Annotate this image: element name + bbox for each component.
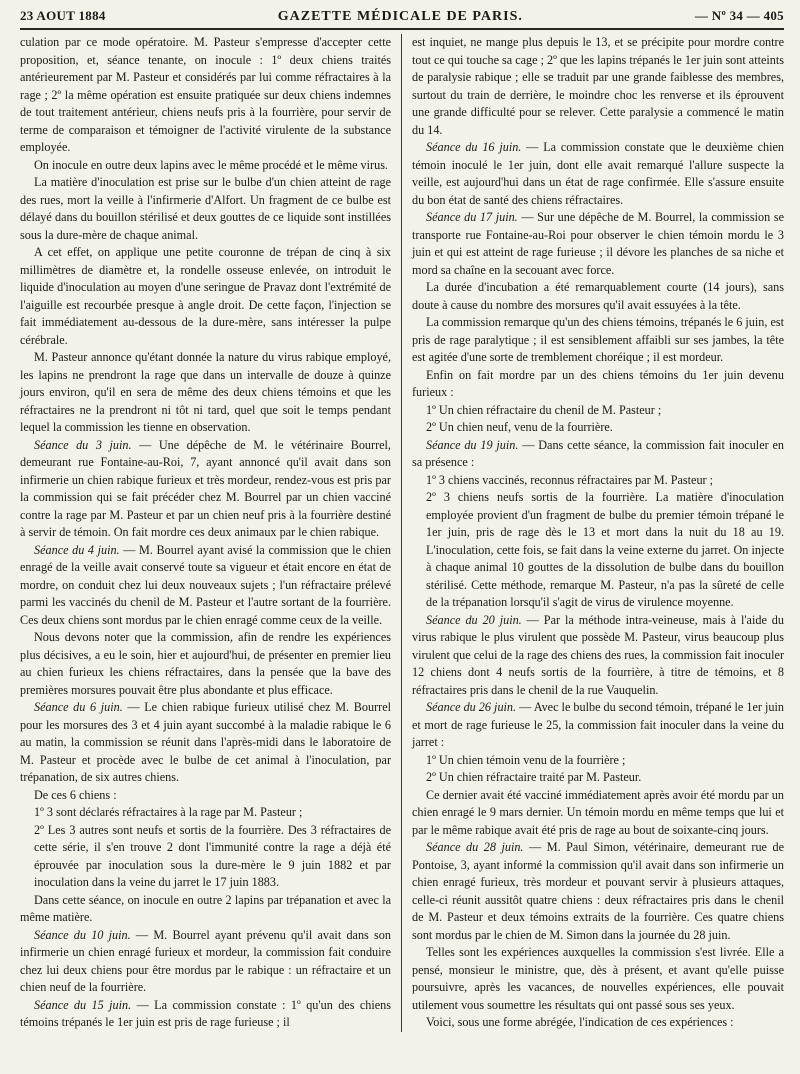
seance-text: — M. Bourrel ayant avisé la commission que le chien enragé de la veille avait conservé toute sa vigueur et était encore en état de mordre, on conduit chez lui deux nouveaux sujets ; l'un réfractaire prélevé parmi les vaccinés du chenil de M. Pasteur et l'autre sortant de la fourrière. Ces deux chiens sont mordus par le chien enragé comme ceux de la veille. (20, 542, 391, 627)
left-column (20, 34, 402, 1032)
paragraph: Voici, sous une forme abrégée, l'indication de ces expériences : (426, 1015, 734, 1029)
paragraph: A cet effet, on applique une petite couronne de trépan de cinq à six millimètres de diamètre et, la rondelle osseuse enlevée, on introduit le liquide d'inoculation au moyen d'une seringue de Pravaz dont l'extrémité de l'aiguille est recourbée presque à angle droit. De cette façon, l'injection se fait immédiatement au-dessous de la dure-mère, sans intéresser la pulpe cérébrale. (20, 245, 391, 347)
page-header (20, 8, 784, 30)
seance-text: — La commission constate : 1º qu'un des chiens témoins trépanés le 1er juin est pris de rage furieuse ; il (20, 997, 391, 1029)
seance-date: Séance du 26 juin. (426, 700, 517, 714)
paragraph: Nous devons noter que la commission, afin de rendre les expériences plus décisives, a eu le soin, hier et aujourd'hui, de présenter en premier lieu au chien furieux les chiens réfractaires, dans la pensée que la bave des premières morsures pouvait être plus abondante et plus efficace. (20, 630, 391, 697)
list-item: 1º Un chien réfractaire du chenil de M. Pasteur ; (426, 402, 662, 417)
seance-entry (20, 699, 391, 787)
issue-page-number: — Nº 34 — 405 (694, 8, 784, 23)
paragraph: On inocule en outre deux lapins avec le même procédé et le même virus. (34, 157, 388, 172)
paragraph: Telles sont les expériences auxquelles la commission s'est livrée. Elle a pensé, monsieur le ministre, que, dès à présent, et avant qu'elle puisse poursuivre, après les vacances, de nouvelles expériences, elle pouvait utilement vous soumettre les résultats qui ont passé sous ses yeux. (412, 945, 784, 1012)
seance-text: — Le chien rabique furieux utilisé chez M. Bourrel pour les morsures des 3 et 4 juin ayant succombé à la maladie rabique le 6 au matin, la commission se réunit dans l'après-midi dans le laboratoire de M. Pasteur et procède avec le bulbe de cet animal à l'inoculation, par trépanation, de six autres chiens. (20, 700, 391, 784)
paragraph-continued: culation par ce mode opératoire. M. Pasteur s'empresse d'accepter cette proposition, et, séance tenante, on inocule : 1º deux chiens traités antérieurement par M. Pasteur et considérés par lui comme réfractaires à la rage ; 2º la même opération est ensuite pratiquée sur deux chiens indemnes de tout traitement antérieur, chiens neufs pris à la fourrière, pour servir de terme de comparaison et témoigner de l'activité virulente de la substance employée. (20, 35, 391, 154)
list-item: 2º 3 chiens neufs sortis de la fourrière. La matière d'inoculation employée provient d'un fragment de bulbe du premier témoin trépané le 1er juin, pris de rage dès le 13 et mort dans la nuit du 18 au 19. L'inoculation, cette fois, se fait dans la veine externe du jarret. On injecte à chaque animal 10 gouttes de la dissolution de bulbe dans du bouillon stérilisé. Cette méthode, remarque M. Pasteur, n'a pas la sûreté de celle de la trépanation lorsqu'il s'agit de virus de virulence moyenne. (426, 490, 784, 609)
seance-date: Séance du 20 juin. (426, 612, 522, 627)
seance-date: Séance du 17 juin. (426, 210, 518, 224)
list-item: 1º Un chien témoin venu de la fourrière ; (426, 752, 626, 767)
seance-date: Séance du 6 juin. (34, 700, 123, 714)
seance-entry (20, 437, 391, 542)
list-item: 1º 3 chiens vaccinés, reconnus réfractaires par M. Pasteur ; (426, 472, 714, 487)
journal-title: GAZETTE MÉDICALE DE PARIS. (277, 9, 523, 24)
seance-text: — Sur une dépêche de M. Bourrel, la commission se transporte rue Fontaine-au-Roi pour observer le chien témoin mordu le 3 juin et qui est atteint de rage furieuse ; il dévore les planches de sa niche et mord sa chaîne en la secouant avec force. (412, 210, 784, 277)
seance-text: — Avec le bulbe du second témoin, trépané le 1er juin et mort de rage furieuse le 25, la commission fait inoculer dans la veine du jarret : (412, 700, 784, 749)
seance-entry (412, 699, 784, 752)
seance-entry (20, 542, 391, 630)
seance-date: Séance du 28 juin. (426, 840, 524, 854)
seance-text: — Une dépêche de M. le vétérinaire Bourrel, demeurant rue Fontaine-au-Roi, 7, ayant annoncé qu'il avait dans son infirmerie un chien rabique furieux et très mordeur, rendez-vous est pris par la commission qui se fait précéder chez M. Bourrel par un chien vacciné contre la rage par M. Pasteur et par un chien neuf pris à la fourrière destiné à servir de témoin. On fait mordre ces deux animaux par le chien rabique. (20, 437, 391, 539)
paragraph: La matière d'inoculation est prise sur le bulbe d'un chien atteint de rage des rues, mort la veille à l'infirmerie d'Alfort. Un fragment de ce bulbe est délayé dans du bouillon stérilisé et deux gouttes de ce liquide sont instillées sous la dure-mère de chaque animal. (20, 175, 391, 242)
seance-date: Séance du 10 juin. (34, 927, 131, 942)
seance-text: — Dans cette séance, la commission fait inoculer en sa présence : (412, 437, 784, 469)
seance-entry (412, 839, 784, 944)
seance-entry (20, 927, 391, 997)
paragraph: Enfin on fait mordre par un des chiens témoins du 1er juin devenu furieux : (412, 367, 784, 399)
paragraph-continued: est inquiet, ne mange plus depuis le 13, et se précipite pour mordre contre tout ce qui touche sa cage ; 2º que les lapins trépanés le 1er juin sont atteints de paralysie rabique ; elle se traduit par une grande faiblesse des membres, surtout du train de derrière, le moindre choc les renverse et ils éprouvent une grande difficulté pour se relever. Cette paralysie a commencé le matin du 14. (412, 35, 785, 137)
seance-text: — La commission constate que le deuxième chien témoin inoculé le 1er juin, dont elle avait remarqué l'allure suspecte la veille, est aujourd'hui dans un état de rage confirmée. Elle s'assure ensuite du bon état de santé des chiens réfractaires. (412, 140, 784, 207)
paragraph: La durée d'incubation a été remarquablement courte (14 jours), sans doute à cause du nombre des morsures qu'il avait essuyées à la tête. (412, 280, 784, 312)
seance-date: Séance du 16 juin. (426, 140, 522, 154)
seance-date: Séance du 19 juin. (426, 437, 519, 452)
paragraph: De ces 6 chiens : (34, 787, 117, 802)
seance-text: — Par la méthode intra-veineuse, mais à l'aide du virus rabique le plus virulent que possède M. Pasteur, virus beaucoup plus virulent que celui de la rage des chiens des rues, la commission fait inoculer 12 chiens dont 4 neufs sortis de la fourrière, à titre de témoins, et 8 réfractaires pris dans le chenil de la rue Vauquelin. (412, 612, 784, 697)
paragraph: La commission remarque qu'un des chiens témoins, trépanés le 6 juin, est pris de rage paralytique ; il est sensiblement affaibli sur ses jambes, la tête est agitée d'une sorte de tremblement choréique ; il est mordeur. (412, 315, 784, 364)
seance-text: — M. Paul Simon, vétérinaire, demeurant rue de Pontoise, 3, ayant informé la commission qu'il avait dans son infirmerie un chien enragé furieux, très mordeur et pouvant servir à plusieurs attaques, celle-ci réunit aussitôt quatre chiens : deux réfractaires pris dans le chenil de M. Pasteur et deux témoins extraits de la fourrière. Ces quatre chiens sont mordus par le chien de M. Simon dans la journée du 28 juin. (412, 840, 784, 942)
seance-entry (412, 209, 784, 279)
list-item: 2º Les 3 autres sont neufs et sortis de la fourrière. Des 3 réfractaires de cette série, il s'en trouve 2 dont l'immunité contre la rage a déjà été éprouvée par inoculation sous la dure-mère le 9 juin 1882 et par inoculation dans la veine du jarret le 17 juin 1883. (34, 822, 391, 889)
list-item: 1º 3 sont déclarés réfractaires à la rage par M. Pasteur ; (34, 805, 303, 819)
right-column (402, 34, 784, 1032)
seance-entry (20, 997, 391, 1032)
seance-date: Séance du 4 juin. (34, 542, 120, 557)
seance-text: — M. Bourrel ayant prévenu qu'il avait dans son infirmerie un chien enragé furieux et mordeur, la commission fait conduire chez lui deux chiens pour être mordus par le rabique : un réfractaire et un chien neuf de la fourrière. (20, 927, 391, 994)
seance-entry (412, 139, 784, 209)
list-item: 2º Un chien réfractaire traité par M. Pasteur. (426, 770, 642, 784)
list-item: 2º Un chien neuf, venu de la fourrière. (426, 420, 613, 434)
seance-date: Séance du 3 juin. (34, 437, 132, 452)
article-columns (20, 34, 784, 1032)
paragraph: Dans cette séance, on inocule en outre 2 lapins par trépanation et avec la même matière. (20, 892, 391, 924)
paragraph: M. Pasteur annonce qu'étant donnée la nature du virus rabique employé, les lapins ne prendront la rage que dans un intervalle de douze à quinze jours environ, qu'il en sera de même des deux chiens témoins et que les réfractaires ne la prendront ni tôt ni tard, quel que soit le temps pendant lequel la commission les tienne en observation. (20, 350, 391, 434)
seance-entry (412, 437, 784, 472)
issue-date: 23 AOUT 1884 (20, 8, 106, 23)
seance-entry (412, 612, 784, 700)
seance-date: Séance du 15 juin. (34, 997, 132, 1012)
paragraph: Ce dernier avait été vacciné immédiatement après avoir été mordu par un chien enragé le 9 mars dernier. Un témoin mordu en même temps que lui et par le même rabique avait été pris de rage au bout de soixante-cinq jours. (412, 787, 784, 837)
